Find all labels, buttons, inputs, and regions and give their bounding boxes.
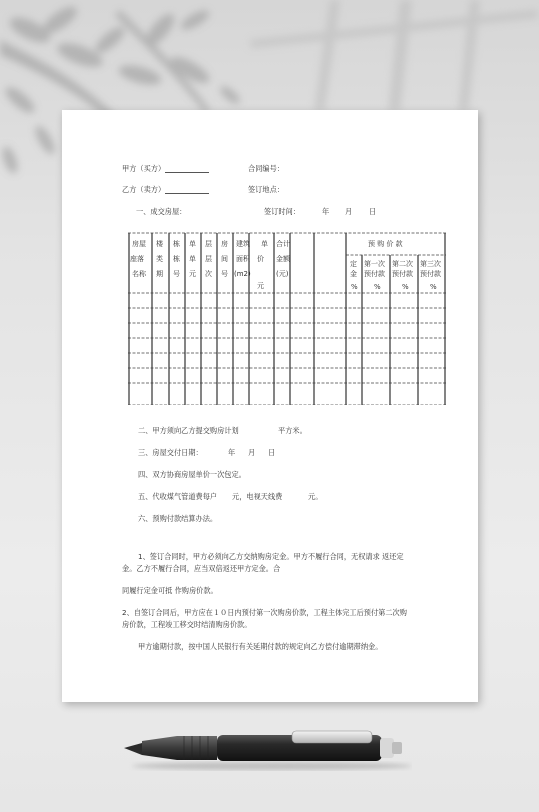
header-ceng: 层 (205, 240, 212, 248)
header-r3-name: 名称 (132, 270, 146, 278)
header-r3-total-yuan: (元) (276, 270, 289, 278)
header-r2-second: 第二次 (392, 260, 413, 268)
item-3: 三、房屋交付日期： (138, 448, 203, 457)
item-2: 二、甲方须向乙方提交购房计划 (138, 426, 239, 435)
sign-place-label: 签订地点： (248, 185, 284, 194)
header-dong: 栋 (173, 240, 180, 248)
section-1-heading: 一、成交房屋： (136, 207, 187, 216)
pen-image (122, 726, 412, 774)
seller-label: 乙方（卖方） (122, 185, 166, 194)
purchase-table (128, 230, 446, 405)
item-5-unit-1: 元，电视天线费 (232, 492, 283, 501)
contract-page (62, 110, 478, 702)
header-r2-type: 类 (156, 255, 163, 263)
header-total: 合计 (276, 240, 290, 248)
item-3-month: 月 (248, 448, 256, 457)
para-1-line-1: 1、签订合同时，甲方必须向乙方交纳购房定金。甲方不履行合同，无权请求 返还定 (138, 552, 404, 561)
para-3: 甲方逾期付款，按中国人民银行有关延期付款的规定向乙方偿付逾期滞纳金。 (138, 642, 383, 651)
contract-no-label: 合同编号： (248, 164, 284, 173)
para-1-line-3: 同履行定金可抵 作购房价款。 (122, 586, 218, 595)
header-r3-yuan: 元 (189, 270, 196, 278)
item-6: 六、预购付款结算办法。 (138, 514, 218, 523)
header-r4-pct2: % (402, 283, 409, 291)
item-4: 四、双方协商房屋单价一次包定。 (138, 470, 246, 479)
header-r4-yuan: 元 (257, 282, 264, 290)
day-label: 日 (369, 207, 377, 216)
header-r3-prepay2: 预付款 (392, 270, 413, 278)
buyer-field (122, 164, 209, 173)
header-prepay: 预 购 价 款 (368, 240, 403, 248)
seller-field (122, 185, 209, 194)
item-5-unit-2: 元。 (308, 492, 323, 501)
header-dan: 单 (189, 240, 196, 248)
sign-time-label: 签订时间： (264, 207, 300, 216)
header-r2-floor: 层 (205, 255, 212, 263)
month-label: 月 (345, 207, 353, 216)
item-3-year: 年 (228, 448, 236, 457)
year-label: 年 (322, 207, 330, 216)
header-r2-area: 面积 (236, 255, 250, 263)
header-r3-period: 期 (156, 270, 163, 278)
header-house: 房屋 (132, 240, 146, 248)
header-r4-pct1: % (374, 283, 381, 291)
header-r2-third: 第三次 (420, 260, 441, 268)
header-r3-times: 次 (205, 270, 212, 278)
header-r4-pct0: % (351, 283, 358, 291)
header-r3-roomno: 号 (221, 270, 228, 278)
header-r2-deposit: 定 (350, 260, 357, 268)
header-r2-first: 第一次 (364, 260, 385, 268)
header-r2-room: 间 (221, 255, 228, 263)
para-2-line-1: 2、自签订合同后，甲方应在１０日内预付第一次购房价款，工程主体完工后预付第二次购 (122, 608, 407, 617)
header-unit: 单 (261, 240, 268, 248)
header-r2-unit: 单 (189, 255, 196, 263)
item-5: 五、代收煤气管道费每户 (138, 492, 218, 501)
header-fang: 房 (221, 240, 228, 248)
header-r3-prepay1: 预付款 (364, 270, 385, 278)
header-r3-number: 号 (173, 270, 180, 278)
header-r2-amount: 金额 (276, 255, 290, 263)
buyer-label: 甲方（买方） (122, 164, 166, 173)
header-r3-prepay3: 预付款 (420, 270, 441, 278)
item-3-day: 日 (268, 448, 276, 457)
table-header (130, 239, 441, 291)
header-r3-m2: (m2) (234, 270, 251, 278)
header-area: 建筑 (236, 240, 250, 248)
para-2-line-2: 房价款，工程竣工移交时结清购房价款。 (122, 620, 252, 629)
header-r2-price: 价 (257, 255, 264, 263)
para-1-line-2: 金。乙方不履行合同，应当双倍返还甲方定金。合 (122, 564, 281, 573)
seller-blank (165, 185, 209, 194)
header-r3-jin: 金 (350, 270, 357, 278)
buyer-blank (165, 164, 209, 173)
header-r2-location: 座落 (130, 255, 144, 263)
item-2-unit: 平方米。 (278, 426, 307, 435)
header-lou: 楼 (156, 240, 163, 248)
header-r2-building: 栋 (173, 255, 180, 263)
header-r4-pct3: % (430, 283, 437, 291)
